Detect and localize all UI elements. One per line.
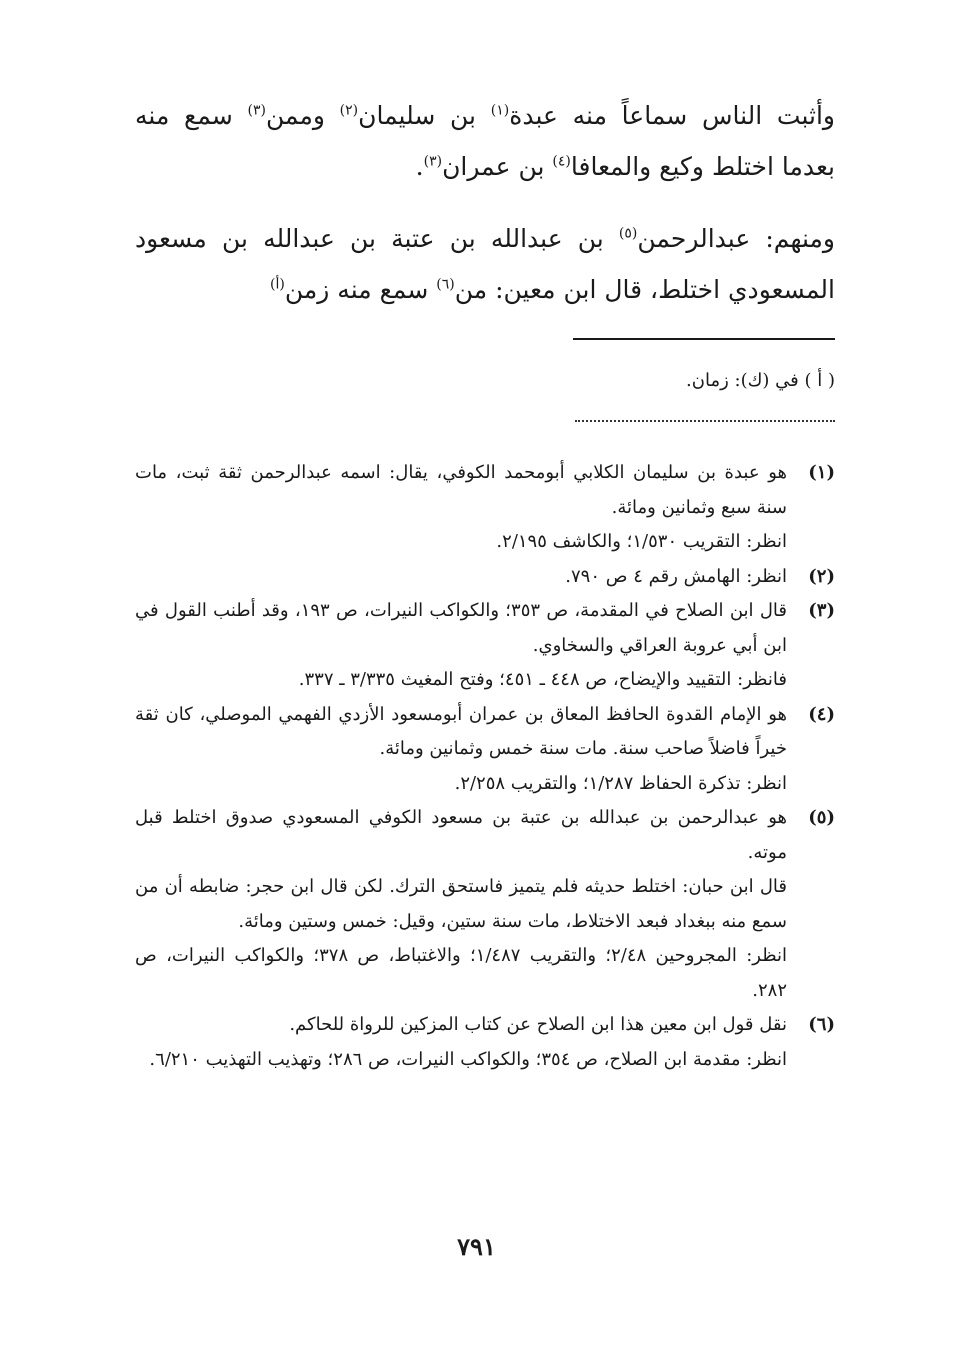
footnote-number: (٣)	[808, 600, 835, 621]
text-segment: سمع منه زمن	[284, 275, 437, 304]
text-segment: ومنهم: عبدالرحمن	[637, 224, 835, 253]
footnote-line: انظر: تذكرة الحفاظ ١/٢٨٧؛ والتقريب ٢/٢٥٨.	[454, 772, 787, 794]
footnote-body	[135, 698, 787, 802]
text-segment: بن سليمان	[358, 101, 491, 130]
footnote-number: (٥)	[808, 807, 835, 828]
text-segment: وأثبت الناس سماعاً منه عبدة	[509, 101, 835, 130]
footnote-marker: (٢)	[339, 102, 359, 119]
dotted-divider	[575, 420, 835, 422]
text-segment: سمع منه بعدما اختلط وكيع والمعافا	[135, 101, 835, 181]
footnote-3	[135, 594, 835, 698]
footnote-marker: (٣)	[423, 153, 443, 170]
footnote-number: (١)	[808, 462, 835, 483]
main-paragraph-2	[135, 213, 835, 315]
footnote-6	[135, 1008, 835, 1077]
footnote-body	[135, 456, 787, 560]
footnote-line: هو عبدالرحمن بن عبدالله بن عتبة بن مسعود الكوفي المسعودي صدوق اختلط قبل موته.	[135, 807, 787, 863]
footnote-marker: (٣)	[247, 102, 266, 119]
footnote-body	[135, 801, 787, 1008]
footnotes-list	[135, 456, 835, 1077]
footnote-2	[135, 560, 835, 595]
footnote-line: انظر: التقريب ١/٥٣٠؛ والكاشف ٢/١٩٥.	[496, 531, 787, 552]
text-segment: وممن	[265, 101, 340, 130]
footnote-marker: (أ)	[270, 276, 285, 293]
footnote-line: انظر: مقدمة ابن الصلاح، ص ٣٥٤؛ والكواكب النيرات، ص ٢٨٦؛ وتهذيب التهذيب ٦/٢١٠.	[149, 1048, 787, 1070]
footnote-body	[135, 1008, 787, 1077]
footnote-separator	[573, 338, 835, 340]
footnote-line: فانظر: التقييد والإيضاح، ص ٤٤٨ ـ ٤٥١؛ وفتح المغيث ٣/٣٣٥ ـ ٣٣٧.	[298, 669, 787, 690]
page-number: ٧٩١	[457, 1232, 496, 1261]
footnote-marker: (٥)	[618, 225, 638, 242]
footnote-number: (٤)	[808, 703, 835, 725]
text-segment: .	[415, 152, 424, 181]
footnote-line: انظر: الهامش رقم ٤ ص ٧٩٠.	[565, 565, 787, 587]
footnote-body	[135, 594, 787, 698]
footnote-line: قال ابن حبان: اختلط حديثه فلم يتميز فاستحق الترك. لكن قال ابن حجر: ضابطه أن من سمع منه ببغداد فبعد الاختلاط، مات سنة ستين، وقيل: خمس وستين ومائة.	[135, 876, 787, 932]
variant-note: ( أ ) في (ك): زمان.	[686, 370, 835, 391]
footnote-5	[135, 801, 835, 1008]
footnote-marker: (١)	[490, 102, 510, 119]
footnote-number: (٦)	[808, 1014, 835, 1035]
footnote-line: نقل قول ابن معين هذا ابن الصلاح عن كتاب المزكين للرواة للحاكم.	[289, 1014, 787, 1035]
text-segment: بن عمران	[442, 152, 553, 181]
main-paragraph-1	[135, 90, 835, 192]
text-segment: بن عبدالله بن عتبة بن عبدالله بن مسعود المسعودي اختلط، قال ابن معين: من	[135, 224, 835, 304]
footnote-marker: (٦)	[436, 276, 455, 293]
footnote-line: هو عبدة بن سليمان الكلابي أبومحمد الكوفي، يقال: اسمه عبدالرحمن ثقة ثبت، مات سنة سبع وثمانين ومائة.	[135, 462, 787, 518]
footnote-1	[135, 456, 835, 560]
footnote-number: (٢)	[808, 565, 835, 587]
footnote-line: انظر: المجروحين ٢/٤٨؛ والتقريب ١/٤٨٧؛ والاغتباط، ص ٣٧٨؛ والكواكب النيرات، ص ٢٨٢.	[135, 945, 787, 1001]
footnote-body	[135, 560, 787, 595]
footnote-marker: (٤)	[552, 153, 571, 170]
footnote-4	[135, 698, 835, 802]
footnote-line: هو الإمام القدوة الحافظ المعاق بن عمران أبومسعود الأزدي الفهمي الموصلي، كان ثقة خيراً فاضلاً صاحب سنة. مات سنة خمس وثمانين ومائة.	[135, 703, 787, 759]
footnote-line: قال ابن الصلاح في المقدمة، ص ٣٥٣؛ والكواكب النيرات، ص ١٩٣، وقد أطنب القول في ابن أبي عروبة العراقي والسخاوي.	[135, 600, 787, 656]
